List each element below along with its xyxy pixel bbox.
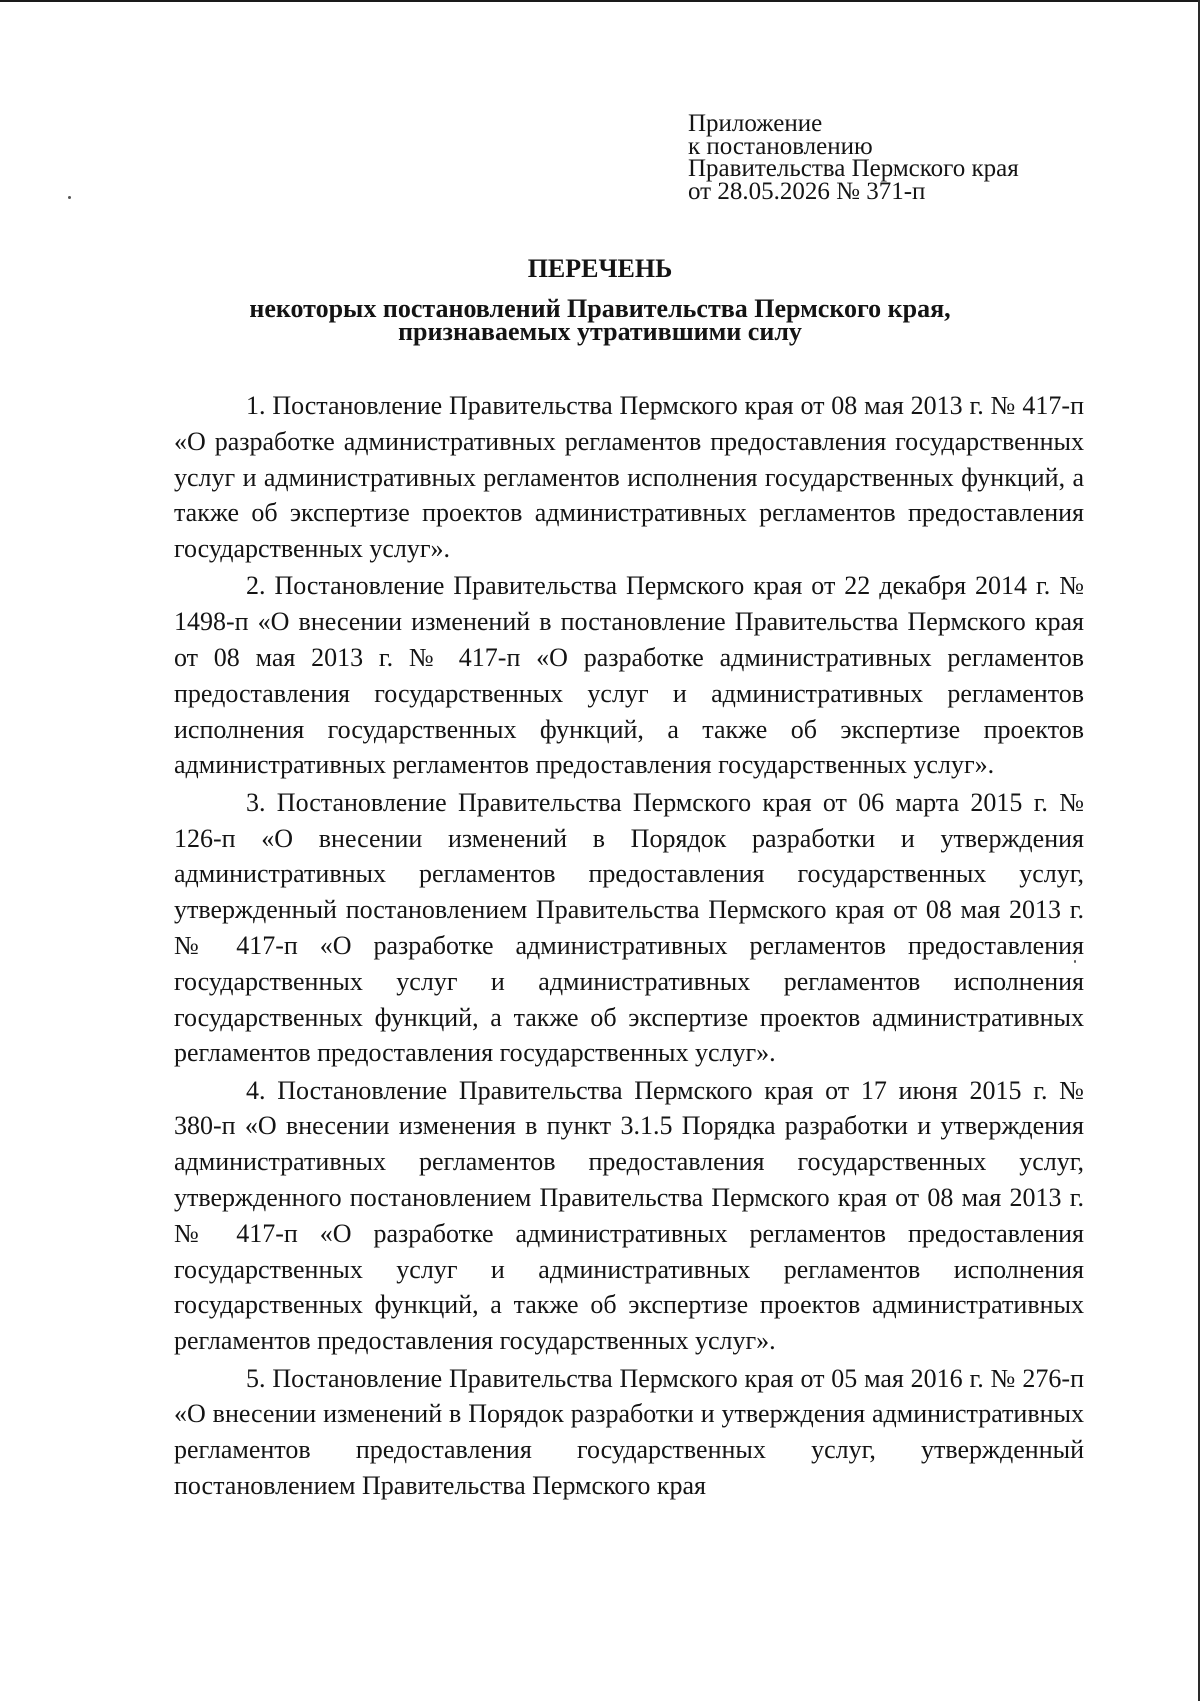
- list-item-number: 3.: [246, 787, 266, 817]
- appendix-line-1: Приложение: [688, 110, 823, 137]
- document-subtitle-line-2: признаваемых утратившими силу: [398, 317, 802, 346]
- appendix-line-4: от 28.05.2026 № 371-п: [688, 177, 926, 205]
- list-item: [174, 1073, 1084, 1359]
- list-item-text: Постановление Правительства Пермского края от 08 мая 2013 г. № 417-п «О разработке административных регламентов предоставления государственных услуг и административных регламентов исполнения государственных функций, а также об экспертизе проектов административных регламентов предоставления государственных услуг».: [174, 391, 1085, 564]
- scan-edge-top: [0, 0, 1200, 2]
- appendix-line-3: Правительства Пермского края: [688, 155, 1019, 182]
- list-item-number: 5.: [246, 1363, 266, 1393]
- list-item-number: 4.: [246, 1075, 266, 1105]
- list-item-text: Постановление Правительства Пермского края от 06 марта 2015 г. № 126-п «О внесении изменений в Порядок разработки и утверждения административных регламентов предоставления государственных услуг, утвержденный постановлением Правительства Пермского края от 08 мая 2013 г. № 417-п «О разработке административных регламентов предоставления государственных услуг и административных регламентов исполнения государственных функций, а также об экспертизе проектов административных регламентов предоставления государственных услуг».: [174, 787, 1085, 1068]
- list-item: [174, 785, 1084, 1071]
- list-item: [174, 1361, 1084, 1504]
- scan-speck: [68, 196, 71, 199]
- document-subtitle-line-1: некоторых постановлений Правительства Пермского края,: [249, 294, 951, 323]
- list-item: [174, 568, 1084, 783]
- list-of-resolutions: [174, 388, 1084, 1505]
- appendix-block: [688, 110, 1108, 205]
- appendix-line-2: к постановлению: [688, 132, 873, 160]
- list-item-number: 2.: [246, 571, 266, 601]
- list-item-number: 1.: [246, 391, 266, 420]
- document-title: ПЕРЕЧЕНЬ: [527, 254, 673, 283]
- list-item-text: Постановление Правительства Пермского края от 17 июня 2015 г. № 380-п «О внесении изменения в пункт 3.1.5 Порядка разработки и утверждения административных регламентов предоставления государственных услуг, утвержденного постановлением Правительства Пермского края от 08 мая 2013 г. № 417-п «О разработке административных регламентов предоставления государственных услуг и административных регламентов исполнения государственных функций, а также об экспертизе проектов административных регламентов предоставления государственных услуг».: [174, 1075, 1084, 1356]
- list-item-text: Постановление Правительства Пермского края от 22 декабря 2014 г. № 1498-п «О внесении изменений в постановление Правительства Пермского края от 08 мая 2013 г. № 417-п «О разработке административных регламентов предоставления государственных услуг и административных регламентов исполнения государственных функций, а также об экспертизе проектов административных регламентов предоставления государственных услуг».: [174, 571, 1084, 780]
- list-item-text: Постановление Правительства Пермского края от 05 мая 2016 г. № 276-п «О внесении изменений в Порядок разработки и утверждения административных регламентов предоставления государственных услуг, утвержденный постановлением Правительства Пермского края: [174, 1363, 1085, 1500]
- list-item: [174, 388, 1084, 567]
